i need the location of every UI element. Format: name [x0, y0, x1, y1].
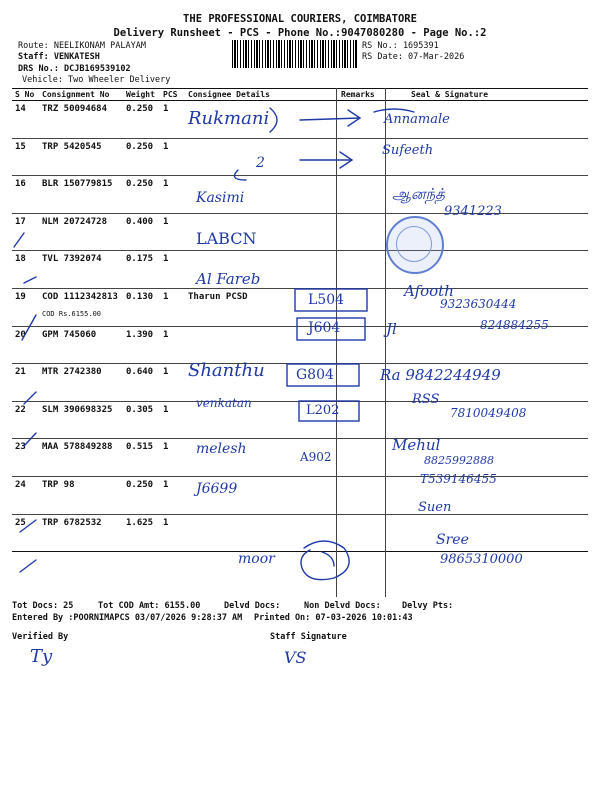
handwritten-signature: Annamale — [384, 112, 450, 127]
row-consignment: TVL 7392074 — [39, 251, 123, 289]
entered-by: Entered By :POORNIMAPCS 03/07/2026 9:28:37 AM — [12, 613, 243, 623]
handwritten-flat-number: L202 — [306, 403, 340, 418]
row-sno: 17 — [12, 213, 39, 251]
handwritten-name: Al Fareb — [196, 270, 261, 288]
row-pcs: 1 — [160, 364, 185, 402]
total-cod-amount: Tot COD Amt: 6155.00 — [98, 601, 201, 611]
row-sno: 20 — [12, 326, 39, 364]
row-consignment-number: COD 1112342813 — [42, 291, 118, 302]
row-pcs: 1 — [160, 401, 185, 439]
route-label: Route: NEELIKONAM PALAYAM — [18, 41, 146, 51]
scribble-icon — [301, 541, 349, 580]
row-pcs: 1 — [160, 514, 185, 552]
tick-mark-icon — [20, 560, 36, 572]
staff-signature-label: Staff Signature — [270, 632, 347, 642]
row-weight: 0.175 — [123, 251, 160, 289]
delivered-docs: Delvd Docs: — [224, 601, 281, 611]
row-sno: 14 — [12, 101, 39, 139]
tick-mark-icon — [24, 433, 36, 446]
tick-mark-icon — [22, 315, 36, 340]
tick-mark-icon — [24, 392, 36, 404]
tick-mark-icon — [20, 520, 36, 532]
row-pcs: 1 — [160, 251, 185, 289]
handwritten-phone: 8825992888 — [424, 454, 494, 467]
row-sno: 15 — [12, 138, 39, 176]
row-consignment: TRZ 50094684 — [39, 101, 123, 139]
handwritten-name: LABCN — [196, 229, 257, 248]
row-weight: 0.400 — [123, 213, 160, 251]
company-title: THE PROFESSIONAL COURIERS, COIMBATORE — [183, 13, 417, 25]
handwritten-name: Kasimi — [196, 190, 245, 206]
row-weight: 1.625 — [123, 514, 160, 552]
handwritten-signature: Ra 9842244949 — [380, 366, 501, 384]
handwritten-name: venkatan — [196, 396, 252, 410]
handwritten-phone: 824884255 — [480, 318, 549, 332]
handwritten-name: Shanthu — [188, 360, 265, 381]
row-consignment: TRP 6782532 — [39, 514, 123, 552]
row-weight: 0.640 — [123, 364, 160, 402]
row-sno: 24 — [12, 476, 39, 514]
row-consignment: MTR 2742380 — [39, 364, 123, 402]
handwritten-signature: Mehul — [392, 436, 441, 454]
printed-on: Printed On: 07-03-2026 10:01:43 — [254, 613, 413, 623]
row-sno: 16 — [12, 176, 39, 214]
arrow-icon — [300, 110, 360, 126]
row-pcs: 1 — [160, 176, 185, 214]
total-docs: Tot Docs: 25 — [12, 601, 74, 611]
handwritten-phone: 9865310000 — [440, 552, 523, 567]
row-consignment: SLM 390698325 — [39, 401, 123, 439]
handwritten-signature: Sufeeth — [382, 143, 434, 158]
seal-stamp-icon — [386, 216, 444, 274]
vehicle-label: Vehicle: Two Wheeler Delivery — [22, 75, 171, 85]
row-pcs: 1 — [160, 439, 185, 477]
handwritten-flat-number: A902 — [300, 450, 332, 464]
row-pcs: 1 — [160, 101, 185, 139]
tick-mark-icon — [24, 277, 36, 283]
handwritten-name: Rukmani — [188, 108, 270, 129]
row-pcs: 1 — [160, 476, 185, 514]
handwritten-flat-number: L504 — [308, 292, 345, 308]
handwritten-signature: Suen — [418, 500, 452, 515]
row-weight: 0.250 — [123, 176, 160, 214]
row-sno: 18 — [12, 251, 39, 289]
col-consignment: Consignment No — [39, 89, 123, 101]
row-sno: 23 — [12, 439, 39, 477]
handwritten-flat-number: G804 — [296, 367, 334, 383]
col-weight: Weight — [123, 89, 160, 101]
row-weight: 0.515 — [123, 439, 160, 477]
staff-signature: VS — [284, 648, 307, 667]
row-consignment: BLR 150779815 — [39, 176, 123, 214]
row-sno: 19 — [12, 288, 39, 326]
handwritten-phone: 9323630444 — [440, 297, 517, 311]
row-weight: 0.250 — [123, 476, 160, 514]
scribble-icon — [322, 552, 334, 566]
row-weight: 1.390 — [123, 326, 160, 364]
row-weight: 0.250 — [123, 101, 160, 139]
handwritten-signature: ஆனந்த் — [392, 185, 445, 203]
row-sno: 25 — [12, 514, 39, 552]
staff-label: Staff: VENKATESH — [18, 52, 100, 62]
cod-amount: COD Rs.6155.00 — [42, 309, 102, 318]
col-remarks: Remarks — [338, 89, 395, 101]
row-weight: 0.250 — [123, 138, 160, 176]
handwritten-signature: Afooth — [404, 282, 454, 300]
row-consignment: TRP 98 — [39, 476, 123, 514]
col-pcs: PCS — [160, 89, 185, 101]
arrow-icon — [300, 152, 352, 168]
non-delivered-docs: Non Delvd Docs: — [304, 601, 381, 611]
handwritten-signature: Jl — [386, 320, 397, 338]
runsheet-subtitle: Delivery Runsheet - PCS - Phone No.:9047080280 - Page No.:2 — [113, 27, 487, 39]
row-sno: 22 — [12, 401, 39, 439]
row-pcs: 1 — [160, 326, 185, 364]
bracket-stroke — [270, 108, 277, 132]
row-weight: 0.305 — [123, 401, 160, 439]
rs-date: RS Date: 07-Mar-2026 — [362, 52, 465, 62]
row-consignment: TRP 5420545 — [39, 138, 123, 176]
pen-stroke — [234, 170, 246, 180]
drs-number: DRS No.: DCJB169539102 — [18, 64, 131, 74]
handwritten-name: melesh — [196, 441, 247, 457]
col-consignee: Consignee Details — [185, 89, 338, 101]
handwritten-mark: 2 — [256, 155, 265, 171]
tick-mark-icon — [14, 233, 24, 247]
row-pcs: 1 — [160, 288, 185, 326]
row-consignment: MAA 578849288 — [39, 439, 123, 477]
handwritten-phone: T539146455 — [420, 472, 497, 486]
col-sno: S No — [12, 89, 39, 101]
handwritten-signature: RSS — [412, 392, 440, 407]
row-sno: 21 — [12, 364, 39, 402]
handwritten-name: J6699 — [196, 481, 238, 497]
verified-by-label: Verified By — [12, 632, 69, 642]
handwritten-name: moor — [238, 551, 275, 567]
col-seal-signature: Seal & Signature — [395, 89, 588, 101]
row-consignment: GPM 745060 — [39, 326, 123, 364]
row-pcs: 1 — [160, 138, 185, 176]
handwritten-phone: 7810049408 — [450, 406, 527, 420]
row-weight: 0.130 — [123, 288, 160, 326]
handwritten-signature: Sree — [436, 532, 469, 548]
verifier-signature: Ty — [30, 646, 53, 667]
handwritten-phone: 9341223 — [444, 204, 502, 219]
row-consignee: Tharun PCSD — [185, 288, 338, 326]
row-consignment: NLM 20724728 — [39, 213, 123, 251]
delivery-points: Delvy Pts: — [402, 601, 454, 611]
handwritten-flat-number: J604 — [308, 320, 341, 336]
rs-number: RS No.: 1695391 — [362, 41, 439, 51]
row-pcs: 1 — [160, 213, 185, 251]
